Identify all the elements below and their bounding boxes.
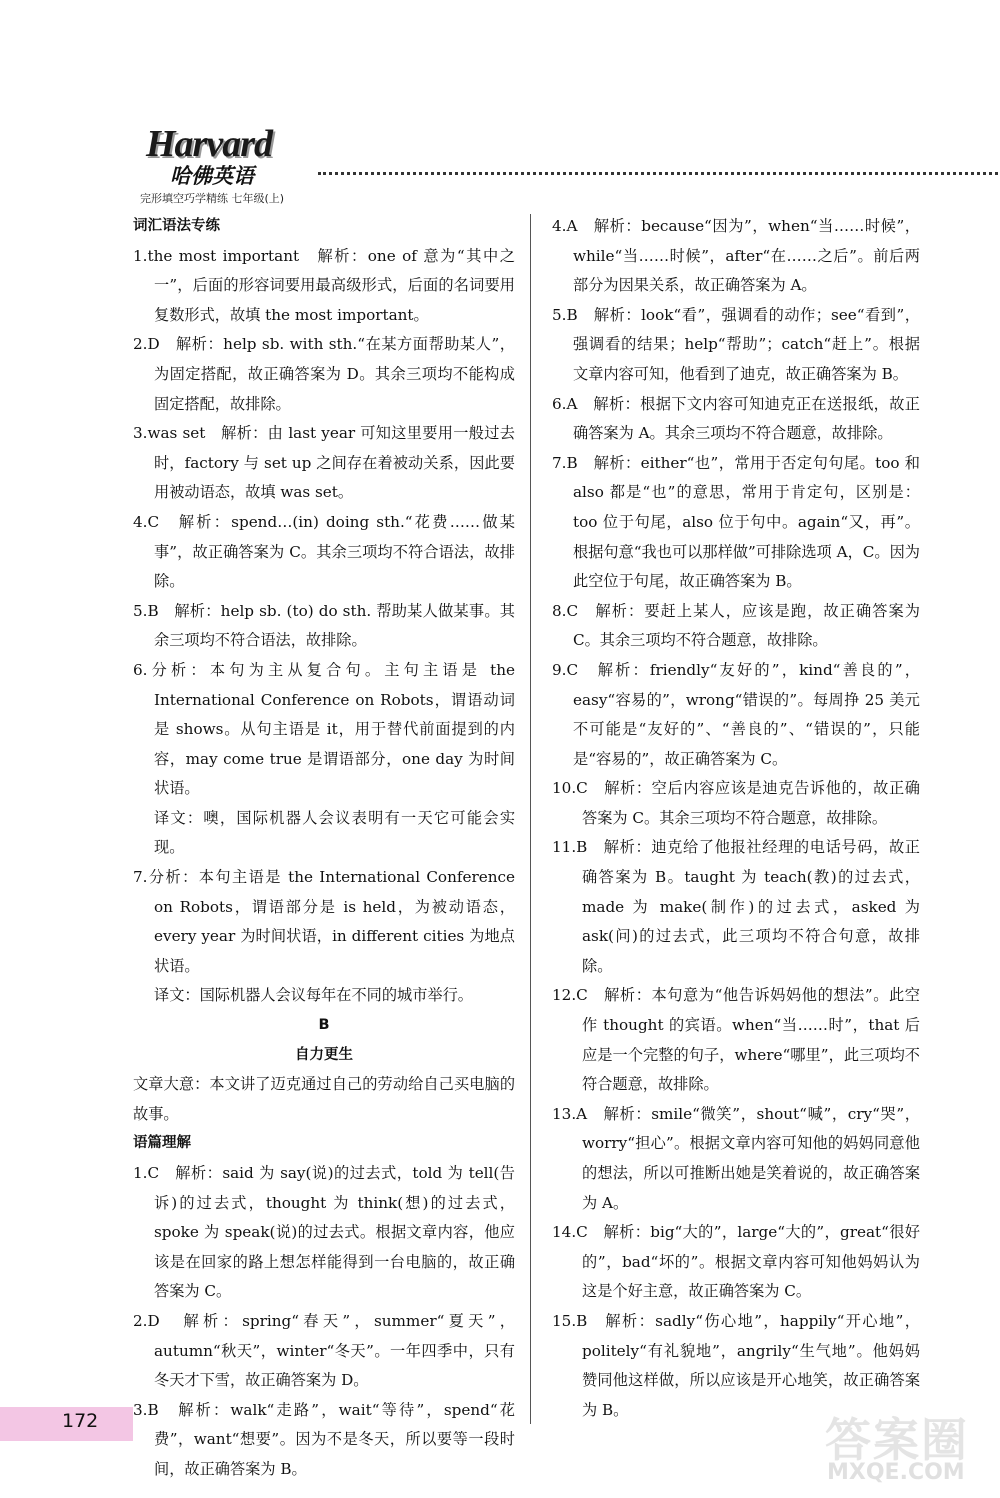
- passage-summary: 文章大意：本文讲了迈克通过自己的劳动给自己买电脑的故事。: [133, 1075, 515, 1123]
- answer-item: 7.B 解析：either“也”，常用于否定句句尾。too 和 also 都是“也”的意思，常用于肯定句，区别是：too 位于句尾，also 位于句中。again“又，再”。根据句意“我也可以那样做”可排除选项 A，C。因为此空位于句尾，故正确答案为 B。: [552, 453, 920, 591]
- answer-item: 2.D 解析：help sb. with sth.“在某方面帮助某人”，为固定搭配，故正确答案为 D。其余三项均不能构成固定搭配，故排除。: [133, 335, 515, 413]
- header-dotted-rule: [318, 172, 1000, 175]
- section-title-reading: 语篇理解: [133, 1135, 191, 1152]
- left-column: [133, 212, 515, 1485]
- harvard-logo: Harvard: [146, 123, 272, 165]
- answer-item: 10.C 解析：空后内容应该是迪克告诉他的，故正确答案为 C。其余三项均不符合题意，故排除。: [552, 779, 920, 827]
- answer-item: 11.B 解析：迪克给了他报社经理的电话号码，故正确答案为 B。taught 为 teach(教)的过去式，made 为 make(制作)的过去式，asked 为 ask(问)的过去式，此三项均不符合句意，故排除。: [552, 838, 920, 975]
- section-letter: B: [318, 1017, 330, 1034]
- answer-item: 1.the most important 解析：one of 意为“其中之一”，后面的形容词要用最高级形式，后面的名词要用复数形式，故填 the most important。: [133, 246, 515, 324]
- analysis-item: 6.分析：本句为主从复合句。主句主语是 the International Conference on Robots，谓语动词是 shows。从句主语是 it，用于替代前面提到的内容，may come true 是谓语部分，one day 为时间状语。: [133, 660, 515, 798]
- answer-item: 4.A 解析：because“因为”，when“当……时候”，while“当……时候”，after“在……之后”。前后两部分为因果关系，故正确答案为 A。: [552, 217, 920, 295]
- answer-item: 15.B 解析：sadly“伤心地”，happily“开心地”，politely“有礼貌地”，angrily“生气地”。他妈妈赞同他这样做，所以应该是开心地笑，故正确答案为 B。: [552, 1311, 920, 1419]
- watermark-url: MXQE.COM: [827, 1460, 965, 1485]
- answer-item: 13.A 解析：smile“微笑”，shout“喊”，cry“哭”，worry“担心”。根据文章内容可知他的妈妈同意他的想法，所以可推断出她是笑着说的，故正确答案为 A。: [552, 1104, 920, 1212]
- translation-line: 译文：噢，国际机器人会议表明有一天它可能会实现。: [154, 808, 515, 857]
- answer-item: 6.A 解析：根据下文内容可知迪克正在送报纸，故正确答案为 A。其余三项均不符合题意，故排除。: [552, 394, 920, 443]
- passage-title: 自力更生: [295, 1046, 353, 1063]
- answer-item: 12.C 解析：本句意为“他告诉妈妈他的想法”。此空作 thought 的宾语。when“当……时”，that 后应是一个完整的句子，where“哪里”，此三项均不符合题意，故排除。: [552, 986, 920, 1094]
- answer-item: 5.B 解析：look“看”，强调看的动作；see“看到”，强调看的结果；help“帮助”；catch“赶上”。根据文章内容可知，他看到了迪克，故正确答案为 B。: [552, 305, 920, 383]
- answer-item: 9.C 解析：friendly“友好的”，kind“善良的”，easy“容易的”，wrong“错误的”。每周挣 25 美元不可能是“友好的”、“善良的”、“错误的”，只能是“容易的”，故正确答案为 C。: [552, 660, 920, 768]
- page-header: [140, 118, 1000, 208]
- watermark-logo-text: 答案圈: [825, 1413, 969, 1467]
- column-divider: [530, 214, 531, 1424]
- answer-item: 5.B 解析：help sb. (to) do sth. 帮助某人做某事。其余三项均不符合语法，故排除。: [133, 601, 515, 650]
- page-number: 172: [62, 1410, 99, 1432]
- answer-item: 14.C 解析：big“大的”，large“大的”，great“很好的”，bad“坏的”。根据文章内容可知他妈妈认为这是个好主意，故正确答案为 C。: [552, 1223, 920, 1301]
- answer-item: 3.B 解析：walk“走路”，wait“等待”，spend“花费”，want“想要”。因为不是冬天，所以要等一段时间，故正确答案为 B。: [133, 1400, 515, 1478]
- answer-item: 3.was set 解析：由 last year 可知这里要用一般过去时，factory 与 set up 之间存在着被动关系，因此要用被动语态，故填 was set。: [133, 424, 515, 502]
- answer-item: 4.C 解析：spend…(in) doing sth.“花费……做某事”，故正确答案为 C。其余三项均不符合语法，故排除。: [133, 512, 515, 591]
- translation-line: 译文：国际机器人会议每年在不同的城市举行。: [154, 986, 473, 1005]
- answer-item: 2.D 解析：spring“春天”，summer“夏天”，autumn“秋天”，winter“冬天”。一年四季中，只有冬天才下雪，故正确答案为 D。: [133, 1311, 515, 1390]
- harvard-logo-chinese: 哈佛英语: [170, 164, 254, 188]
- analysis-item: 7.分析：本句主语是 the International Conference on Robots，谓语部分是 is held，为被动语态，every year 为时间状语，in different cities 为地点状语。: [133, 868, 515, 975]
- book-subtitle: 完形填空巧学精练 七年级(上): [140, 192, 285, 205]
- watermark: [825, 1404, 995, 1494]
- answer-item: 1.C 解析：said 为 say(说)的过去式，told 为 tell(告诉)的过去式，thought 为 think(想)的过去式，spoke 为 speak(说)的过去式。根据文章内容，他应该是在回家的路上想怎样能得到一台电脑的，故正确答案为 C。: [133, 1164, 515, 1301]
- section-title-grammar: 词汇语法专练: [133, 218, 220, 234]
- right-column: [552, 212, 920, 1425]
- answer-item: 8.C 解析：要赶上某人，应该是跑，故正确答案为 C。其余三项均不符合题意，故排除。: [552, 601, 920, 650]
